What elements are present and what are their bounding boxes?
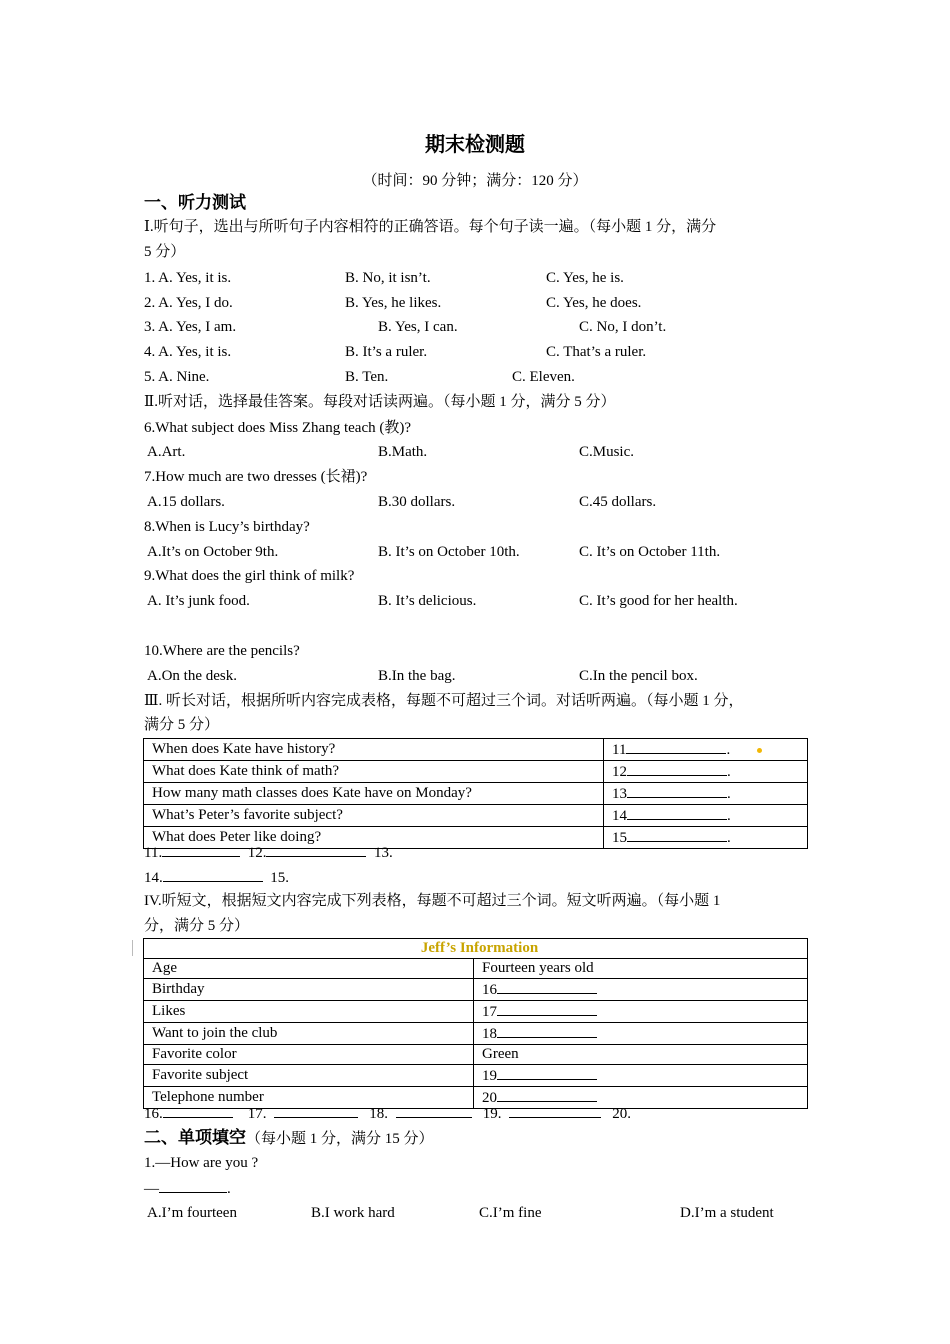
option-a: A.It’s on October 9th. (147, 544, 279, 560)
question-cell: What’s Peter’s favorite subject? (144, 805, 604, 827)
answer-line-11-13: 11. 12. 13. (144, 842, 393, 863)
part3-table (143, 738, 808, 849)
part3-instruction: Ⅲ. 听长对话，根据所听内容完成表格，每题不可超过三个词。对话听两遍。（每小题 1 分， (144, 693, 744, 709)
exam-info: （时间：90 分钟；满分：120 分） (362, 173, 588, 189)
section1-heading: 一、听力测试 (144, 193, 246, 213)
table-row (144, 783, 808, 805)
question-7: 7.How much are two dresses (长裙)? (144, 469, 368, 485)
option-b: B.Math. (378, 444, 428, 460)
option-a: 3. A. Yes, I am. (144, 319, 237, 335)
field-value: 18 (474, 1023, 808, 1045)
question-cell: How many math classes does Kate have on Monday? (144, 783, 604, 805)
option-b: B. Yes, he likes. (345, 295, 442, 311)
option-b: B. It’s on October 10th. (378, 544, 520, 560)
option-c: C.I’m fine (479, 1205, 542, 1221)
part4-table (143, 938, 808, 1109)
part4-instruction-cont: 分，满分 5 分） (144, 918, 250, 934)
mc-answer-blank: — . (144, 1178, 231, 1199)
option-a: 5. A. Nine. (144, 369, 210, 385)
option-c: C. Eleven. (512, 369, 575, 385)
answer-cell: 13 . (604, 783, 808, 805)
answer-cell: 14 . (604, 805, 808, 827)
table-row (144, 1045, 808, 1065)
field-label: Telephone number (144, 1087, 474, 1109)
option-a: 1. A. Yes, it is. (144, 270, 232, 286)
field-value: 20 (474, 1087, 808, 1109)
table-row (144, 979, 808, 1001)
option-c: C. It’s on October 11th. (579, 544, 721, 560)
field-value: 17 (474, 1001, 808, 1023)
option-a: A. It’s junk food. (147, 593, 250, 609)
table-row (144, 761, 808, 783)
option-b: B. It’s delicious. (378, 593, 477, 609)
part1-instruction-cont: 5 分） (144, 244, 186, 260)
option-c: C.In the pencil box. (579, 668, 698, 684)
part4-instruction: IV.听短文，根据短文内容完成下列表格，每题不可超过三个词。短文听两遍。（每小题 1 (144, 893, 721, 909)
table-row (144, 739, 808, 761)
option-a: 4. A. Yes, it is. (144, 344, 232, 360)
mc-question-1: 1.—How are you ? (144, 1155, 259, 1171)
part3-instruction-cont: 满分 5 分） (144, 717, 220, 733)
table-row (144, 1023, 808, 1045)
field-label: Favorite subject (144, 1065, 474, 1087)
option-a: 2. A. Yes, I do. (144, 295, 233, 311)
table-header-row (144, 939, 808, 959)
option-b: B. No, it isn’t. (345, 270, 431, 286)
option-c: C. No, I don’t. (579, 319, 667, 335)
table-row (144, 959, 808, 979)
field-value: 16 (474, 979, 808, 1001)
answer-line-16-20: 16. 17. 18. 19. 20. (144, 1103, 631, 1124)
table-row (144, 805, 808, 827)
answer-cell: 12 . (604, 761, 808, 783)
section2-heading-line (144, 1128, 434, 1149)
field-label: Birthday (144, 979, 474, 1001)
field-value: Fourteen years old (474, 959, 808, 979)
field-value: Green (474, 1045, 808, 1065)
question-6: 6.What subject does Miss Zhang teach (教)? (144, 420, 412, 436)
section2-heading: 二、单项填空 (144, 1128, 246, 1148)
option-c: C.45 dollars. (579, 494, 657, 510)
question-10: 10.Where are the pencils? (144, 643, 300, 659)
margin-mark (132, 940, 133, 956)
question-cell: What does Peter like doing? (144, 827, 604, 849)
option-b: B. It’s a ruler. (345, 344, 428, 360)
part2-instruction: Ⅱ.听对话，选择最佳答案。每段对话读两遍。（每小题 1 分，满分 5 分） (144, 394, 616, 410)
option-b: B.In the bag. (378, 668, 456, 684)
option-a: A.I’m fourteen (147, 1205, 237, 1221)
field-value: 19 (474, 1065, 808, 1087)
table-row (144, 1001, 808, 1023)
option-c: C. Yes, he is. (546, 270, 624, 286)
table-title: Jeff’s Information (144, 939, 808, 959)
option-b: B. Yes, I can. (378, 319, 458, 335)
option-b: B. Ten. (345, 369, 389, 385)
question-9: 9.What does the girl think of milk? (144, 568, 355, 584)
field-label: Likes (144, 1001, 474, 1023)
part1-instruction: Ⅰ.听句子，选出与所听句子内容相符的正确答语。每个句子读一遍。（每小题 1 分，满分 (144, 219, 717, 235)
question-8: 8.When is Lucy’s birthday? (144, 519, 310, 535)
field-label: Want to join the club (144, 1023, 474, 1045)
option-c: C. That’s a ruler. (546, 344, 647, 360)
answer-cell: 11 . (604, 739, 808, 761)
option-a: A.15 dollars. (147, 494, 225, 510)
option-d: D.I’m a student (680, 1205, 774, 1221)
option-c: C. Yes, he does. (546, 295, 642, 311)
option-b: B.30 dollars. (378, 494, 456, 510)
option-c: C. It’s good for her health. (579, 593, 738, 609)
option-a: A.Art. (147, 444, 186, 460)
section2-score: （每小题 1 分，满分 15 分） (246, 1131, 434, 1147)
question-cell: What does Kate think of math? (144, 761, 604, 783)
option-b: B.I work hard (311, 1205, 395, 1221)
answer-cell: 15 . (604, 827, 808, 849)
table-row (144, 1065, 808, 1087)
option-c: C.Music. (579, 444, 635, 460)
question-cell: When does Kate have history? (144, 739, 604, 761)
field-label: Favorite color (144, 1045, 474, 1065)
answer-line-14-15: 14. 15. (144, 867, 289, 888)
highlight-dot (757, 748, 762, 753)
page-title: 期末检测题 (425, 132, 525, 156)
field-label: Age (144, 959, 474, 979)
option-a: A.On the desk. (147, 668, 237, 684)
